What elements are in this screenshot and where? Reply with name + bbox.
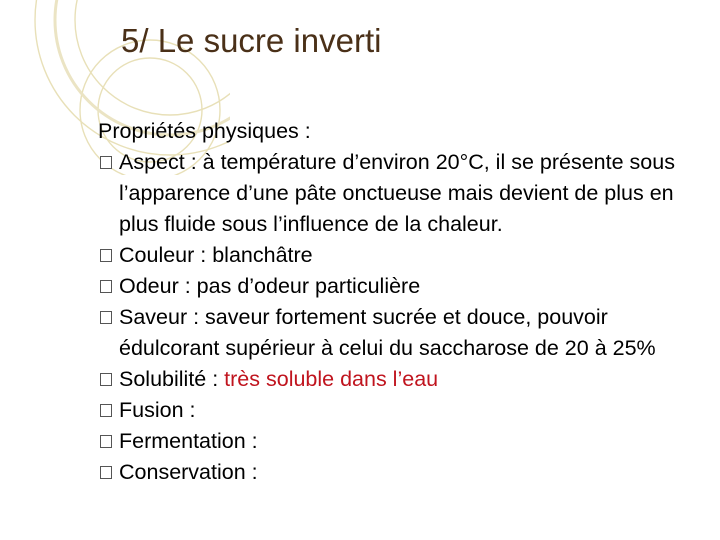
list-item-couleur: [98, 240, 698, 271]
list-item-odeur: [98, 271, 698, 302]
item-text: Conservation :: [119, 460, 258, 484]
list-item-aspect: [98, 147, 698, 240]
list-item-fermentation: [98, 426, 698, 457]
list-item-conservation: [98, 457, 698, 488]
hollow-square-icon: [100, 373, 112, 386]
item-text: Saveur : saveur fortement sucrée et douce, pouvoir édulcorant supérieur à celui du saccharose de 20 à 25%: [119, 305, 656, 360]
slide-title: 5/ Le sucre inverti: [121, 22, 382, 59]
item-text: Odeur : pas d’odeur particulière: [119, 274, 421, 298]
list-item-fusion: [98, 395, 698, 426]
hollow-square-icon: [100, 311, 112, 324]
item-label: Solubilité :: [119, 367, 225, 391]
hollow-square-icon: [100, 156, 112, 169]
highlight-text: très soluble dans l’eau: [224, 367, 439, 391]
list-item-solubilite: [98, 364, 698, 395]
item-text: Aspect : à température d’environ 20°C, il se présente sous l’apparence d’une pâte onctueuse mais devient de plus en plus fluide sous l’influence de la chaleur.: [119, 150, 675, 236]
hollow-square-icon: [100, 249, 112, 262]
item-text: Fusion :: [119, 398, 196, 422]
hollow-square-icon: [100, 404, 112, 417]
slide-body: [98, 116, 698, 488]
hollow-square-icon: [100, 280, 112, 293]
list-item-saveur: [98, 302, 698, 364]
hollow-square-icon: [100, 435, 112, 448]
hollow-square-icon: [100, 466, 112, 479]
item-text: Couleur : blanchâtre: [119, 243, 313, 267]
item-text: Fermentation :: [119, 429, 258, 453]
section-heading: Propriétés physiques :: [98, 119, 311, 143]
